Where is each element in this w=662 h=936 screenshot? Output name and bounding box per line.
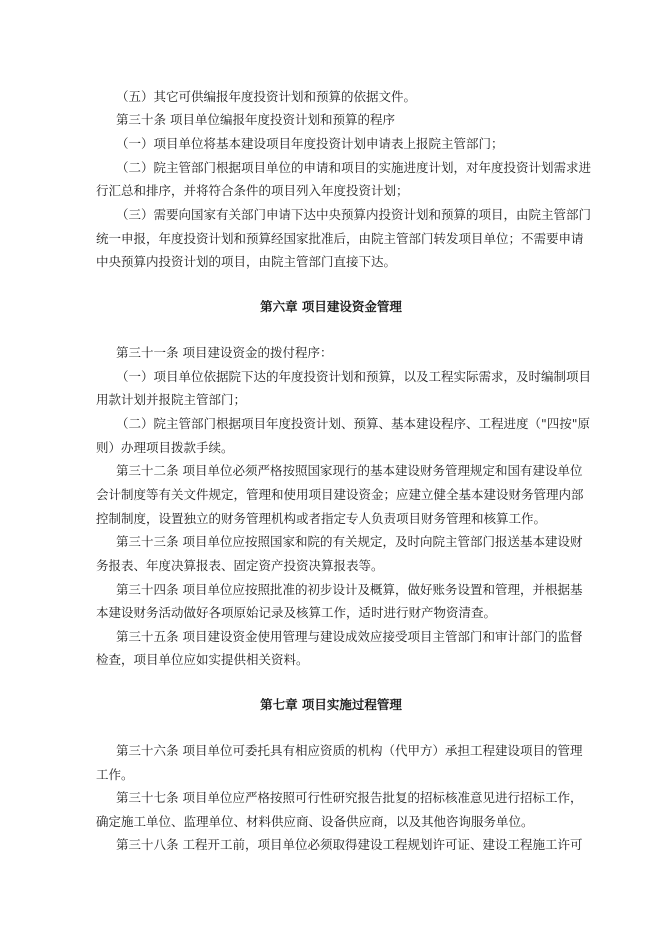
text-line: 则）办理项目拨款手续。 — [96, 440, 234, 455]
text-line: （一）项目单位将基本建设项目年度投资计划申请表上报院主管部门； — [116, 136, 504, 151]
article-heading-line: 第三十条 项目单位编报年度投资计划和预算的程序 — [116, 112, 395, 127]
text-line: 第三十二条 项目单位必须严格按照国家现行的基本建设财务管理规定和国有建设单位 — [116, 463, 583, 478]
text-line: 本建设财务活动做好各项原始记录及核算工作，适时进行财产物资清查。 — [96, 605, 497, 620]
text-line: 务报表、年度决算报表、固定资产投资决算报表等。 — [96, 558, 384, 573]
text-line: 确定施工单位、监理单位、材料供应商、设备供应商，以及其他咨询服务单位。 — [96, 814, 534, 829]
text-line: （二）院主管部门根据项目单位的申请和项目的实施进度计划，对年度投资计划需求进 — [116, 160, 592, 175]
text-line: 用款计划并报院主管部门； — [96, 392, 247, 407]
text-line: 行汇总和排序，并将符合条件的项目列入年度投资计划； — [96, 183, 409, 198]
text-line: （三）需要向国家有关部门申请下达中央预算内投资计划和预算的项目，由院主管部门 — [116, 207, 592, 222]
text-line: 第三十三条 项目单位应按照国家和院的有关规定，及时向院主管部门报送基本建设财 — [116, 534, 583, 549]
text-line: 控制制度，设置独立的财务管理机构或者指定专人负责项目财务管理和核算工作。 — [96, 511, 547, 526]
text-line: （二）院主管部门根据项目年度投资计划、预算、基本建设程序、工程进度（"四按"原 — [116, 416, 591, 431]
text-line: 检查，项目单位应如实提供相关资料。 — [96, 652, 309, 667]
text-line: 第三十六条 项目单位可委托具有相应资质的机构（代甲方）承担工程建设项目的管理 — [116, 743, 583, 758]
text-line: 第三十七条 项目单位应严格按照可行性研究报告批复的招标核准意见进行招标工作， — [116, 790, 583, 805]
text-line: 会计制度等有关文件规定，管理和使用项目建设资金；应建立健全基本建设财务管理内部 — [96, 487, 584, 502]
text-line: （一）项目单位依据院下达的年度投资计划和预算，以及工程实际需求，及时编制项目 — [116, 369, 592, 384]
text-line: 工作。 — [96, 767, 134, 782]
text-line: 第三十八条 工程开工前，项目单位必须取得建设工程规划许可证、建设工程施工许可 — [116, 837, 583, 852]
text-line: 统一申报，年度投资计划和预算经国家批准后，由院主管部门转发项目单位；不需要申请 — [96, 231, 584, 246]
chapter-title: 第七章 项目实施过程管理 — [260, 697, 402, 712]
text-line: （五）其它可供编报年度投资计划和预算的依据文件。 — [116, 89, 417, 104]
article-heading-line: 第三十一条 项目建设资金的拨付程序： — [116, 345, 333, 360]
text-line: 中央预算内投资计划的项目，由院主管部门直接下达。 — [96, 254, 397, 269]
text-line: 第三十四条 项目单位应按照批准的初步设计及概算，做好账务设置和管理，并根据基 — [116, 582, 583, 597]
text-line: 第三十五条 项目建设资金使用管理与建设成效应接受项目主管部门和审计部门的监督 — [116, 629, 583, 644]
chapter-title: 第六章 项目建设资金管理 — [260, 299, 402, 314]
